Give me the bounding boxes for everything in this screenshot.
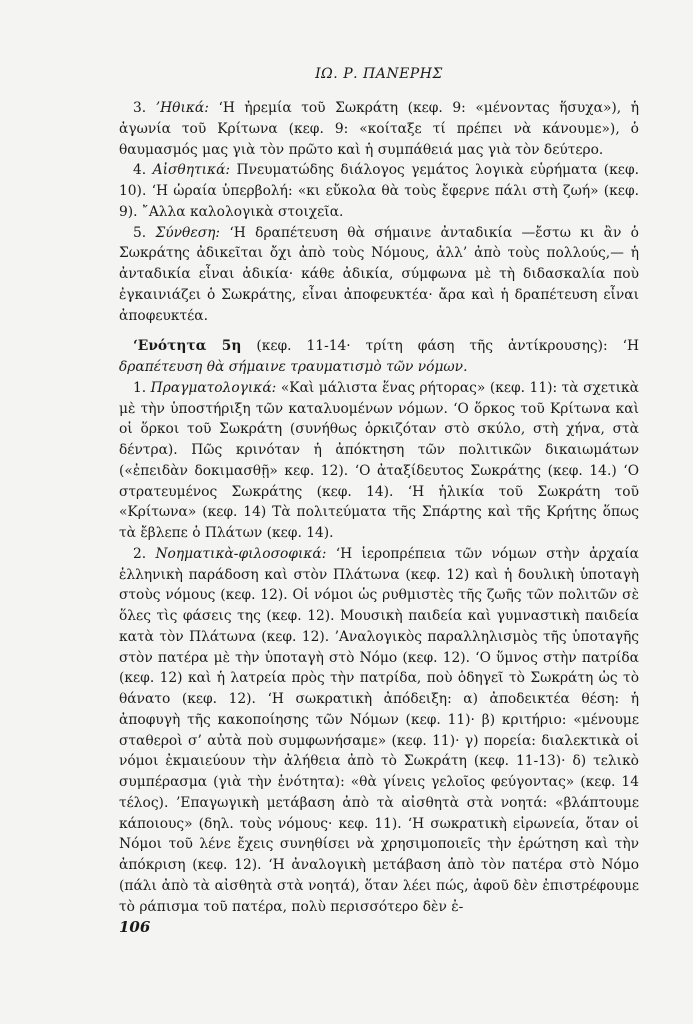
item-label: Πραγματολογικά: — [150, 379, 277, 396]
section-heading-paragraph — [119, 336, 639, 378]
item-number: 5. — [133, 224, 156, 241]
item-label: Σύνθεση: — [155, 224, 221, 241]
item-text: ‘Η ἱεροπρέπεια τῶν νόμων στὴν ἀρχαία ἑλληνικὴ παράδοση καὶ στὸν Πλάτωνα (κεφ. 12) καὶ ἡ δουλικὴ ὑποταγὴ στοὺς νόμους (κεφ. 12). Οἱ νόμοι ὡς ρυθμιστὲς τῆς ζωῆς τῶν πολιτῶν σὲ ὅλες τὶς φάσεις της (κεφ. 12). Μουσικὴ παιδεία καὶ γυμναστικὴ παιδεία κατὰ τὸν Πλάτωνα (κεφ. 12). ’Αναλογικὸς παραλληλισμὸς τῆς ὑποταγῆς στὸν πατέρα μὲ τὴν ὑποταγὴ στὸ Νόμο (κεφ. 12). ‘Ο ὕμνος στὴν πατρίδα (κεφ. 12) καὶ ἡ λατρεία πρὸς τὴν πατρίδα, ποὺ ὁδηγεῖ τὸ Σωκράτη ὡς τὸ θάνατο (κεφ. 12). ‘Η σωκρατικὴ ἀπόδειξη: α) ἀποδεικτέα θέση: ἡ ἀποφυγὴ τῆς κακοποίησης τῶν Νόμων (κεφ. 11)· β) κριτήριο: «μένουμε σταθεροὶ σ’ αὐτὰ ποὺ συμφωνήσαμε» (κεφ. 11)· γ) πορεία: διαλεκτικὰ οἱ νόμοι ἐκμαιεύουν τὴν ἀλήθεια ἀπὸ τὸ Σωκράτη (κεφ. 11-13)· δ) τελικὸ συμπέρασμα (γιὰ τὴν ἑνότητα): «θὰ γίνεις γελοῖος φεύγοντας» (κεφ. 14 τέλος). ’Επαγωγικὴ μετάβαση ἀπὸ τὰ αἰσθητὰ στὰ νοητά: «βλάπτουμε κάποιους» (δηλ. τοὺς νόμους· κεφ. 11). ‘Η σωκρατικὴ εἰρωνεία, ὅταν οἱ Νόμοι τοῦ λένε ἔχεις συνηθίσει νὰ χρησιμοποιεῖς τὴν ἐρώτηση καὶ τὴν ἀπόκριση (κεφ. 12). ‘Η ἀναλογικὴ μετάβαση ἀπὸ τὸν πατέρα στὸ Νόμο (πάλι ἀπὸ τὰ αἰσθητὰ στὰ νοητά), ὅταν λέει πώς, ἀφοῦ δὲν ἐπιστρέφουμε τὸ ράπισμα τοῦ πατέρα, πολὺ περισσότερο δὲν ἐ- — [119, 545, 639, 915]
page-body — [119, 98, 639, 917]
item-aisthitika — [119, 160, 639, 222]
section-text: (κεφ. 11-14· τρίτη φάση τῆς ἀντίκρουσης): ‘Η — [241, 338, 640, 355]
item-text: Πνευματώδης διάλογος γεμάτος λογικὰ εὑρήματα (κεφ. 10). ‘Η ὡραία ὑπερβολή: «κι εὔκολα θὰ τοὺς ἔφερνε πάλι στὴ ζωή» (κεφ. 9). ῎Αλλα καλολογικὰ στοιχεῖα. — [119, 162, 639, 220]
item-number: 2. — [133, 545, 156, 562]
item-noimatika — [119, 544, 639, 918]
section-heading: ‘Ενότητα 5η — [133, 338, 242, 355]
item-text: ‘Η ἠρεμία τοῦ Σωκράτη (κεφ. 9: «μένοντας ἥσυχα»), ἡ ἀγωνία τοῦ Κρίτωνα (κεφ. 9: «κοίταξε τί πρέπει νὰ κάνουμε»), ὁ θαυμασμός μας γιὰ τὸν πρῶτο καὶ ἡ συμπάθειά μας γιὰ τὸν δεύτερο. — [119, 100, 639, 158]
item-number: 3. — [133, 100, 156, 116]
book-page — [119, 0, 639, 1024]
item-number: 4. — [133, 162, 153, 179]
item-label: ’Ηθικά: — [155, 100, 209, 116]
section-gap — [119, 326, 639, 336]
page-number: 106 — [119, 918, 151, 936]
item-ethika — [119, 98, 639, 160]
item-pragmatologika — [119, 378, 639, 544]
item-synthesi — [119, 223, 639, 327]
item-text: ‘Η δραπέτευση θὰ σήμαινε ἀνταδικία —ἔστω κι ἂν ὁ Σωκράτης ἀδικεῖται ὄχι ἀπὸ τοὺς Νόμους, ἀλλ’ ἀπὸ τοὺς πολλούς,— ἡ ἀνταδικία εἶναι ἀδικία· κάθε ἀδικία, σύμφωνα μὲ τὴ διδασκαλία ποὺ ἐγκαινιάζει ὁ Σωκράτης, εἶναι ἀποφευκτέα· ἄρα καὶ ἡ δραπέτευση εἶναι ἀποφευκτέα. — [119, 224, 639, 324]
item-label: Νοηματικὰ-φιλοσοφικά: — [155, 545, 327, 562]
running-head: ΙΩ. Ρ. ΠΑΝΕΡΗΣ — [315, 66, 443, 82]
item-label: Αἰσθητικά: — [152, 162, 231, 179]
item-number: 1. — [133, 379, 151, 396]
section-theme: δραπέτευση θὰ σήμαινε τραυματισμὸ τῶν νόμων. — [119, 359, 468, 375]
item-text: «Καὶ μάλιστα ἕνας ρήτορας» (κεφ. 11): τὰ σχετικὰ μὲ τὴν ὑποστήριξη τῶν καταλυομένων νόμων. ‘Ο ὅρκος τοῦ Κρίτωνα καὶ οἱ ὅρκοι τοῦ Σωκράτη (συνήθως ὁρκιζόταν στὸ σκύλο, στὴ χήνα, στὰ δέντρα). Πῶς κρινόταν ἡ ἀπόκτηση τῶν πολιτικῶν δικαιωμάτων («ἐπειδὰν δοκιμασθῇ» κεφ. 12). ‘Ο ἀταξίδευτος Σωκράτης (κεφ. 14.) ‘Ο στρατευμένος Σωκράτης (κεφ. 14). ‘Η ἡλικία τοῦ Σωκράτη τοῦ «Κρίτωνα» (κεφ. 14) Τὰ πολιτεύματα τῆς Σπάρτης καὶ τῆς Κρήτης ὅπως τὰ ἔβλεπε ὁ Πλάτων (κεφ. 14). — [119, 379, 639, 541]
